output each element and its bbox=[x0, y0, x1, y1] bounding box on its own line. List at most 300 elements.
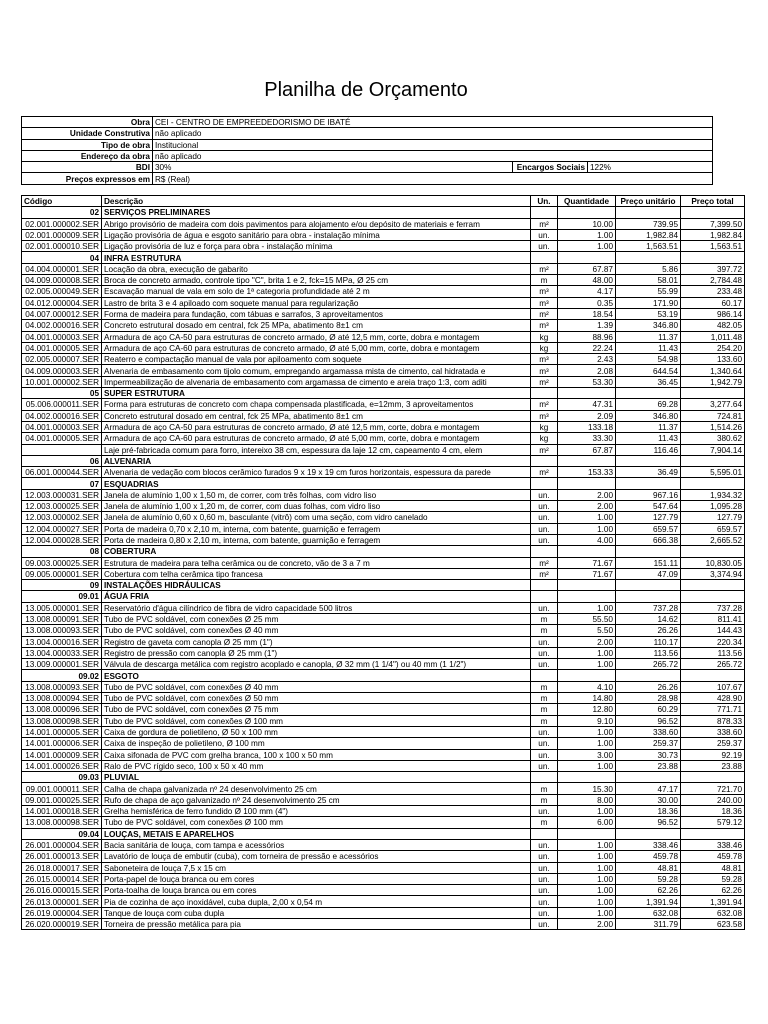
cell-description: Caixa de gordura de polietileno, Ø 50 x 100 mm bbox=[102, 726, 531, 737]
cell-unit: un. bbox=[531, 636, 558, 647]
cell-description: Tanque de louça com cuba dupla bbox=[102, 907, 531, 918]
cell-description: Pia de cozinha de aço inoxidável, cuba dupla, 2,00 x 0,54 m bbox=[102, 896, 531, 907]
cell-unit-price: 28.98 bbox=[616, 693, 681, 704]
cell-unit: un. bbox=[531, 738, 558, 749]
cell-code: 14.001.000018.SER bbox=[22, 806, 102, 817]
cell-unit: un. bbox=[531, 749, 558, 760]
table-row bbox=[22, 534, 745, 545]
cell-description: Ligação provisória de luz e força para obra - instalação mínima bbox=[102, 241, 531, 252]
cell-unit-price: 967.16 bbox=[616, 489, 681, 500]
table-row bbox=[22, 817, 745, 828]
cell-unit: kg bbox=[531, 433, 558, 444]
cell-code: 04.009.000008.SER bbox=[22, 275, 102, 286]
cell-unit-price: 659.57 bbox=[616, 523, 681, 534]
cell-total-price: 127.79 bbox=[681, 512, 745, 523]
tipo-row bbox=[22, 139, 713, 150]
cell-unit-price: 346.80 bbox=[616, 410, 681, 421]
cell-total-price bbox=[681, 772, 745, 783]
table-row bbox=[22, 342, 745, 353]
cell-code: 05 bbox=[22, 388, 102, 399]
cell-code: 04.009.000003.SER bbox=[22, 365, 102, 376]
table-row bbox=[22, 286, 745, 297]
cell-quantity: 67.87 bbox=[558, 263, 616, 274]
cell-total-price: 233.48 bbox=[681, 286, 745, 297]
unidade-label: Unidade Construtiva bbox=[22, 128, 153, 139]
cell-unit: kg bbox=[531, 421, 558, 432]
cell-total-price: 2,665.52 bbox=[681, 534, 745, 545]
cell-total-price: 1,391.94 bbox=[681, 896, 745, 907]
cell-unit bbox=[531, 772, 558, 783]
table-row bbox=[22, 229, 745, 240]
cell-code: 12.004.000028.SER bbox=[22, 534, 102, 545]
cell-total-price: 338.46 bbox=[681, 839, 745, 850]
cell-unit-price bbox=[616, 580, 681, 591]
cell-code: 04.001.000003.SER bbox=[22, 331, 102, 342]
column-header-unit: Un. bbox=[531, 196, 558, 207]
cell-unit bbox=[531, 670, 558, 681]
cell-description: Forma para estruturas de concreto com chapa compensada plastificada, e=12mm, 3 aproveitamentos bbox=[102, 399, 531, 410]
cell-description: Janela de alumínio 1,00 x 1,50 m, de correr, com três folhas, com vidro liso bbox=[102, 489, 531, 500]
cell-total-price bbox=[681, 580, 745, 591]
cell-quantity: 1.00 bbox=[558, 738, 616, 749]
table-row bbox=[22, 726, 745, 737]
cell-unit bbox=[531, 455, 558, 466]
cell-unit: m bbox=[531, 275, 558, 286]
cell-total-price: 482.05 bbox=[681, 320, 745, 331]
cell-unit-price: 5.86 bbox=[616, 263, 681, 274]
cell-unit: un. bbox=[531, 896, 558, 907]
cell-unit: m² bbox=[531, 376, 558, 387]
cell-unit-price: 666.38 bbox=[616, 534, 681, 545]
cell-total-price bbox=[681, 455, 745, 466]
cell-unit-price: 11.37 bbox=[616, 331, 681, 342]
table-row bbox=[22, 365, 745, 376]
cell-description: Locação da obra, execução de gabarito bbox=[102, 263, 531, 274]
cell-unit-price: 459.78 bbox=[616, 851, 681, 862]
cell-description: Concreto estrutural dosado em central, fck 25 MPa, abatimento 8±1 cm bbox=[102, 410, 531, 421]
cell-total-price: 878.33 bbox=[681, 715, 745, 726]
cell-unit bbox=[531, 207, 558, 218]
cell-unit: m³ bbox=[531, 365, 558, 376]
budget-table bbox=[21, 195, 745, 930]
table-row bbox=[22, 275, 745, 286]
cell-code: 06 bbox=[22, 455, 102, 466]
cell-unit: un. bbox=[531, 806, 558, 817]
cell-code: 13.008.000096.SER bbox=[22, 704, 102, 715]
cell-total-price: 623.58 bbox=[681, 919, 745, 930]
cell-quantity: 15.30 bbox=[558, 783, 616, 794]
cell-unit: m bbox=[531, 681, 558, 692]
cell-unit: un. bbox=[531, 839, 558, 850]
table-row bbox=[22, 693, 745, 704]
cell-quantity: 1.00 bbox=[558, 523, 616, 534]
encargos-label: Encargos Sociais bbox=[513, 162, 588, 173]
cell-unit-price bbox=[616, 207, 681, 218]
cell-total-price: 133.60 bbox=[681, 354, 745, 365]
cell-description: Alvenaria de embasamento com tijolo comum, empregando argamassa mista de cimento, cal hidratada e bbox=[102, 365, 531, 376]
cell-quantity bbox=[558, 580, 616, 591]
bdi-value: 30% bbox=[153, 162, 513, 173]
cell-quantity: 133.18 bbox=[558, 421, 616, 432]
cell-total-price: 10,830.05 bbox=[681, 557, 745, 568]
cell-quantity: 1.00 bbox=[558, 647, 616, 658]
cell-quantity: 2.00 bbox=[558, 489, 616, 500]
table-row bbox=[22, 704, 745, 715]
cell-total-price: 144.43 bbox=[681, 625, 745, 636]
bdi-label: BDI bbox=[22, 162, 153, 173]
cell-code: 13.008.000091.SER bbox=[22, 613, 102, 624]
cell-description: Escavação manual de vala em solo de 1ª categoria profundidade até 2 m bbox=[102, 286, 531, 297]
cell-unit: un. bbox=[531, 885, 558, 896]
cell-total-price bbox=[681, 828, 745, 839]
section-row bbox=[22, 478, 745, 489]
cell-quantity: 6.00 bbox=[558, 817, 616, 828]
cell-description: Tubo de PVC soldável, com conexões Ø 40 mm bbox=[102, 681, 531, 692]
cell-unit: m bbox=[531, 613, 558, 624]
cell-code: 09.03 bbox=[22, 772, 102, 783]
cell-code: 04.004.000001.SER bbox=[22, 263, 102, 274]
cell-quantity: 153.33 bbox=[558, 467, 616, 478]
cell-code: 02.005.000049.SER bbox=[22, 286, 102, 297]
cell-unit-price: 60.29 bbox=[616, 704, 681, 715]
cell-total-price bbox=[681, 252, 745, 263]
section-row bbox=[22, 828, 745, 839]
cell-code: 14.001.000026.SER bbox=[22, 760, 102, 771]
table-row bbox=[22, 907, 745, 918]
tipo-value: Institucional bbox=[153, 139, 713, 150]
table-row bbox=[22, 738, 745, 749]
cell-code: 13.004.000016.SER bbox=[22, 636, 102, 647]
cell-description: Porta-papel de louça branca ou em cores bbox=[102, 873, 531, 884]
cell-quantity: 8.00 bbox=[558, 794, 616, 805]
cell-unit-price bbox=[616, 252, 681, 263]
cell-quantity: 1.00 bbox=[558, 862, 616, 873]
cell-unit-price: 55.99 bbox=[616, 286, 681, 297]
cell-description: Armadura de aço CA-50 para estruturas de concreto armado, Ø até 12,5 mm, corte, dobra e montagem bbox=[102, 421, 531, 432]
cell-total-price: 659.57 bbox=[681, 523, 745, 534]
cell-unit-price: 1,391.94 bbox=[616, 896, 681, 907]
cell-description: Tubo de PVC soldável, com conexões Ø 100 mm bbox=[102, 715, 531, 726]
cell-unit: kg bbox=[531, 342, 558, 353]
cell-total-price: 7,904.14 bbox=[681, 444, 745, 455]
cell-description: Tubo de PVC soldável, com conexões Ø 75 mm bbox=[102, 704, 531, 715]
cell-total-price: 62.26 bbox=[681, 885, 745, 896]
cell-total-price: 724.81 bbox=[681, 410, 745, 421]
cell-quantity: 71.67 bbox=[558, 557, 616, 568]
cell-description: Tubo de PVC soldável, com conexões Ø 40 mm bbox=[102, 625, 531, 636]
cell-total-price: 240.00 bbox=[681, 794, 745, 805]
cell-description: Registro de pressão com canopla Ø 25 mm (1") bbox=[102, 647, 531, 658]
cell-unit-price: 58.01 bbox=[616, 275, 681, 286]
table-row bbox=[22, 647, 745, 658]
cell-quantity: 12.80 bbox=[558, 704, 616, 715]
cell-unit: un. bbox=[531, 647, 558, 658]
cell-code: 14.001.000005.SER bbox=[22, 726, 102, 737]
cell-unit: m² bbox=[531, 444, 558, 455]
cell-unit-price: 737.28 bbox=[616, 602, 681, 613]
cell-unit-price: 11.43 bbox=[616, 342, 681, 353]
cell-unit: m³ bbox=[531, 286, 558, 297]
cell-unit-price: 311.79 bbox=[616, 919, 681, 930]
cell-description: Caixa de inspeção de polietileno, Ø 100 mm bbox=[102, 738, 531, 749]
endereco-row bbox=[22, 150, 713, 161]
cell-code: 13.008.000094.SER bbox=[22, 693, 102, 704]
cell-description: Válvula de descarga metálica com registro acoplado e canopla, Ø 32 mm (1 1/4") ou 40 mm (1 1/2") bbox=[102, 659, 531, 670]
cell-quantity: 1.39 bbox=[558, 320, 616, 331]
cell-total-price bbox=[681, 670, 745, 681]
cell-description: Porta-toalha de louça branca ou em cores bbox=[102, 885, 531, 896]
cell-total-price: 1,514.26 bbox=[681, 421, 745, 432]
cell-unit-price: 30.00 bbox=[616, 794, 681, 805]
cell-unit-price: 26.26 bbox=[616, 681, 681, 692]
cell-description: Cobertura com telha cerâmica tipo francesa bbox=[102, 568, 531, 579]
cell-code: 26.018.000017.SER bbox=[22, 862, 102, 873]
cell-code: 13.008.000098.SER bbox=[22, 817, 102, 828]
table-row bbox=[22, 320, 745, 331]
cell-code: 04.007.000012.SER bbox=[22, 308, 102, 319]
precos-value: R$ (Real) bbox=[153, 173, 713, 184]
cell-code: 09.005.000001.SER bbox=[22, 568, 102, 579]
cell-total-price: 5,595.01 bbox=[681, 467, 745, 478]
cell-total-price: 1,095.28 bbox=[681, 501, 745, 512]
cell-unit-price: 62.26 bbox=[616, 885, 681, 896]
cell-code: 08 bbox=[22, 546, 102, 557]
cell-unit: un. bbox=[531, 512, 558, 523]
cell-unit: m bbox=[531, 625, 558, 636]
table-row bbox=[22, 873, 745, 884]
cell-unit-price: 26.26 bbox=[616, 625, 681, 636]
table-row bbox=[22, 602, 745, 613]
obra-value: CEI - CENTRO DE EMPREEDEDORISMO DE IBATÉ bbox=[153, 117, 713, 128]
cell-unit-price bbox=[616, 546, 681, 557]
cell-description: Broca de concreto armado, controle tipo "C", brita 1 e 2, fck=15 MPa, Ø 25 cm bbox=[102, 275, 531, 286]
cell-total-price: 811.41 bbox=[681, 613, 745, 624]
cell-quantity: 88.96 bbox=[558, 331, 616, 342]
cell-unit-price: 36.45 bbox=[616, 376, 681, 387]
cell-total-price: 1,934.32 bbox=[681, 489, 745, 500]
cell-unit-price: 127.79 bbox=[616, 512, 681, 523]
cell-unit: m² bbox=[531, 218, 558, 229]
cell-quantity: 1.00 bbox=[558, 241, 616, 252]
cell-quantity bbox=[558, 670, 616, 681]
cell-code: 04.001.000003.SER bbox=[22, 421, 102, 432]
cell-unit: m bbox=[531, 794, 558, 805]
section-row bbox=[22, 455, 745, 466]
cell-total-price: 380.62 bbox=[681, 433, 745, 444]
cell-code: 13.005.000001.SER bbox=[22, 602, 102, 613]
cell-quantity: 71.67 bbox=[558, 568, 616, 579]
cell-code: 02.001.000010.SER bbox=[22, 241, 102, 252]
column-header-quantity: Quantidade bbox=[558, 196, 616, 207]
cell-code: 14.001.000009.SER bbox=[22, 749, 102, 760]
table-row bbox=[22, 862, 745, 873]
cell-total-price: 1,340.64 bbox=[681, 365, 745, 376]
table-row bbox=[22, 885, 745, 896]
column-header-unit-price: Preço unitário bbox=[616, 196, 681, 207]
cell-code: 13.004.000033.SER bbox=[22, 647, 102, 658]
cell-description: Forma de madeira para fundação, com tábuas e sarrafos, 3 aproveitamentos bbox=[102, 308, 531, 319]
cell-total-price: 254.20 bbox=[681, 342, 745, 353]
cell-quantity bbox=[558, 455, 616, 466]
table-row bbox=[22, 410, 745, 421]
cell-unit: m bbox=[531, 715, 558, 726]
cell-code: 02.001.000002.SER bbox=[22, 218, 102, 229]
cell-description: Saboneteira de louça 7,5 x 15 cm bbox=[102, 862, 531, 873]
table-row bbox=[22, 241, 745, 252]
cell-quantity bbox=[558, 772, 616, 783]
cell-quantity bbox=[558, 207, 616, 218]
cell-total-price bbox=[681, 478, 745, 489]
table-row bbox=[22, 625, 745, 636]
table-row bbox=[22, 489, 745, 500]
cell-code: 12.003.000025.SER bbox=[22, 501, 102, 512]
cell-quantity bbox=[558, 546, 616, 557]
cell-quantity: 1.00 bbox=[558, 659, 616, 670]
cell-unit: un. bbox=[531, 229, 558, 240]
cell-quantity: 2.00 bbox=[558, 501, 616, 512]
cell-code: 02 bbox=[22, 207, 102, 218]
table-row bbox=[22, 354, 745, 365]
cell-quantity: 1.00 bbox=[558, 851, 616, 862]
cell-quantity: 9.10 bbox=[558, 715, 616, 726]
cell-unit-price: 69.28 bbox=[616, 399, 681, 410]
cell-quantity: 53.30 bbox=[558, 376, 616, 387]
table-row bbox=[22, 794, 745, 805]
cell-code: 09.001.000011.SER bbox=[22, 783, 102, 794]
cell-unit: un. bbox=[531, 241, 558, 252]
cell-unit: un. bbox=[531, 862, 558, 873]
cell-unit: un. bbox=[531, 523, 558, 534]
bdi-row bbox=[22, 162, 713, 173]
cell-total-price: 220.34 bbox=[681, 636, 745, 647]
cell-total-price: 59.28 bbox=[681, 873, 745, 884]
cell-unit-price: 632.08 bbox=[616, 907, 681, 918]
cell-unit-price bbox=[616, 591, 681, 602]
section-row bbox=[22, 207, 745, 218]
cell-unit: m² bbox=[531, 399, 558, 410]
cell-code: 05.006.000011.SER bbox=[22, 399, 102, 410]
cell-total-price: 397.72 bbox=[681, 263, 745, 274]
cell-unit-price bbox=[616, 455, 681, 466]
cell-quantity: 55.50 bbox=[558, 613, 616, 624]
cell-unit bbox=[531, 388, 558, 399]
table-row bbox=[22, 467, 745, 478]
cell-total-price: 1,982.84 bbox=[681, 229, 745, 240]
cell-total-price: 259.37 bbox=[681, 738, 745, 749]
table-row bbox=[22, 433, 745, 444]
cell-unit bbox=[531, 252, 558, 263]
cell-code: 09.04 bbox=[22, 828, 102, 839]
cell-quantity: 18.54 bbox=[558, 308, 616, 319]
cell-quantity: 1.00 bbox=[558, 726, 616, 737]
cell-description: Porta de madeira 0,70 x 2,10 m, interna, com batente, guarnição e ferragem bbox=[102, 523, 531, 534]
cell-code: 04.001.000005.SER bbox=[22, 342, 102, 353]
cell-unit-price: 96.52 bbox=[616, 817, 681, 828]
cell-unit-price: 171.90 bbox=[616, 297, 681, 308]
cell-description: Registro de gaveta com canopla Ø 25 mm (1") bbox=[102, 636, 531, 647]
cell-description: Alvenaria de vedação com blocos cerâmico furados 9 x 19 x 19 cm furos horizontais, espessura da parede bbox=[102, 467, 531, 478]
cell-unit: m² bbox=[531, 568, 558, 579]
cell-unit-price: 116.46 bbox=[616, 444, 681, 455]
cell-unit-price: 53.19 bbox=[616, 308, 681, 319]
cell-total-price: 7,399.50 bbox=[681, 218, 745, 229]
cell-description: Armadura de aço CA-60 para estruturas de concreto armado, Ø até 5,00 mm, corte, dobra e montagem bbox=[102, 342, 531, 353]
cell-code: 09 bbox=[22, 580, 102, 591]
cell-quantity: 48.00 bbox=[558, 275, 616, 286]
cell-quantity: 2.00 bbox=[558, 636, 616, 647]
cell-unit: m² bbox=[531, 263, 558, 274]
cell-total-price: 986.14 bbox=[681, 308, 745, 319]
cell-description: INFRA ESTRUTURA bbox=[102, 252, 531, 263]
cell-description: Tubo de PVC soldável, com conexões Ø 50 mm bbox=[102, 693, 531, 704]
section-row bbox=[22, 772, 745, 783]
tipo-label: Tipo de obra bbox=[22, 139, 153, 150]
cell-quantity: 10.00 bbox=[558, 218, 616, 229]
cell-total-price: 23.88 bbox=[681, 760, 745, 771]
cell-code: 13.008.000093.SER bbox=[22, 625, 102, 636]
cell-description: LOUÇAS, METAIS E APARELHOS bbox=[102, 828, 531, 839]
table-row bbox=[22, 839, 745, 850]
cell-quantity: 1.00 bbox=[558, 602, 616, 613]
table-row bbox=[22, 806, 745, 817]
cell-total-price: 459.78 bbox=[681, 851, 745, 862]
cell-description: Torneira de pressão metálica para pia bbox=[102, 919, 531, 930]
cell-description: Armadura de aço CA-60 para estruturas de concreto armado, Ø até 5,00 mm, corte, dobra e montagem bbox=[102, 433, 531, 444]
cell-code: 10.001.000002.SER bbox=[22, 376, 102, 387]
cell-description: Estrutura de madeira para telha cerâmica ou de concreto, vão de 3 a 7 m bbox=[102, 557, 531, 568]
cell-code: 26.001.000013.SER bbox=[22, 851, 102, 862]
table-row bbox=[22, 568, 745, 579]
table-row bbox=[22, 421, 745, 432]
section-row bbox=[22, 591, 745, 602]
cell-description: Lastro de brita 3 e 4 apiloado com soquete manual para regularização bbox=[102, 297, 531, 308]
page-title: Planilha de Orçamento bbox=[264, 79, 468, 101]
cell-quantity: 1.00 bbox=[558, 873, 616, 884]
cell-unit-price: 11.43 bbox=[616, 433, 681, 444]
table-row bbox=[22, 613, 745, 624]
cell-description: ÁGUA FRIA bbox=[102, 591, 531, 602]
cell-unit: un. bbox=[531, 489, 558, 500]
table-row bbox=[22, 444, 745, 455]
table-row bbox=[22, 557, 745, 568]
cell-unit: m³ bbox=[531, 354, 558, 365]
cell-description: PLUVIAL bbox=[102, 772, 531, 783]
cell-unit-price: 259.37 bbox=[616, 738, 681, 749]
cell-description: Reservatório d'água cilíndrico de fibra de vidro capacidade 500 litros bbox=[102, 602, 531, 613]
cell-quantity: 4.17 bbox=[558, 286, 616, 297]
cell-unit-price: 48.81 bbox=[616, 862, 681, 873]
table-row bbox=[22, 399, 745, 410]
cell-unit-price: 1,982.84 bbox=[616, 229, 681, 240]
cell-unit-price: 54.98 bbox=[616, 354, 681, 365]
cell-code: 14.001.000006.SER bbox=[22, 738, 102, 749]
column-header-code: Código bbox=[22, 196, 102, 207]
cell-quantity: 1.00 bbox=[558, 896, 616, 907]
cell-unit-price: 739.95 bbox=[616, 218, 681, 229]
cell-total-price: 113.56 bbox=[681, 647, 745, 658]
table-row bbox=[22, 501, 745, 512]
cell-unit: m³ bbox=[531, 320, 558, 331]
cell-description: Tubo de PVC soldável, com conexões Ø 25 mm bbox=[102, 613, 531, 624]
cell-unit-price: 1,563.51 bbox=[616, 241, 681, 252]
cell-code: 06.001.000044.SER bbox=[22, 467, 102, 478]
cell-unit: un. bbox=[531, 907, 558, 918]
encargos-value: 122% bbox=[588, 162, 713, 173]
obra-label: Obra bbox=[22, 117, 153, 128]
cell-description: Lavatório de louça de embutir (cuba), com torneira de pressão e acessórios bbox=[102, 851, 531, 862]
table-row bbox=[22, 749, 745, 760]
precos-row bbox=[22, 173, 713, 184]
